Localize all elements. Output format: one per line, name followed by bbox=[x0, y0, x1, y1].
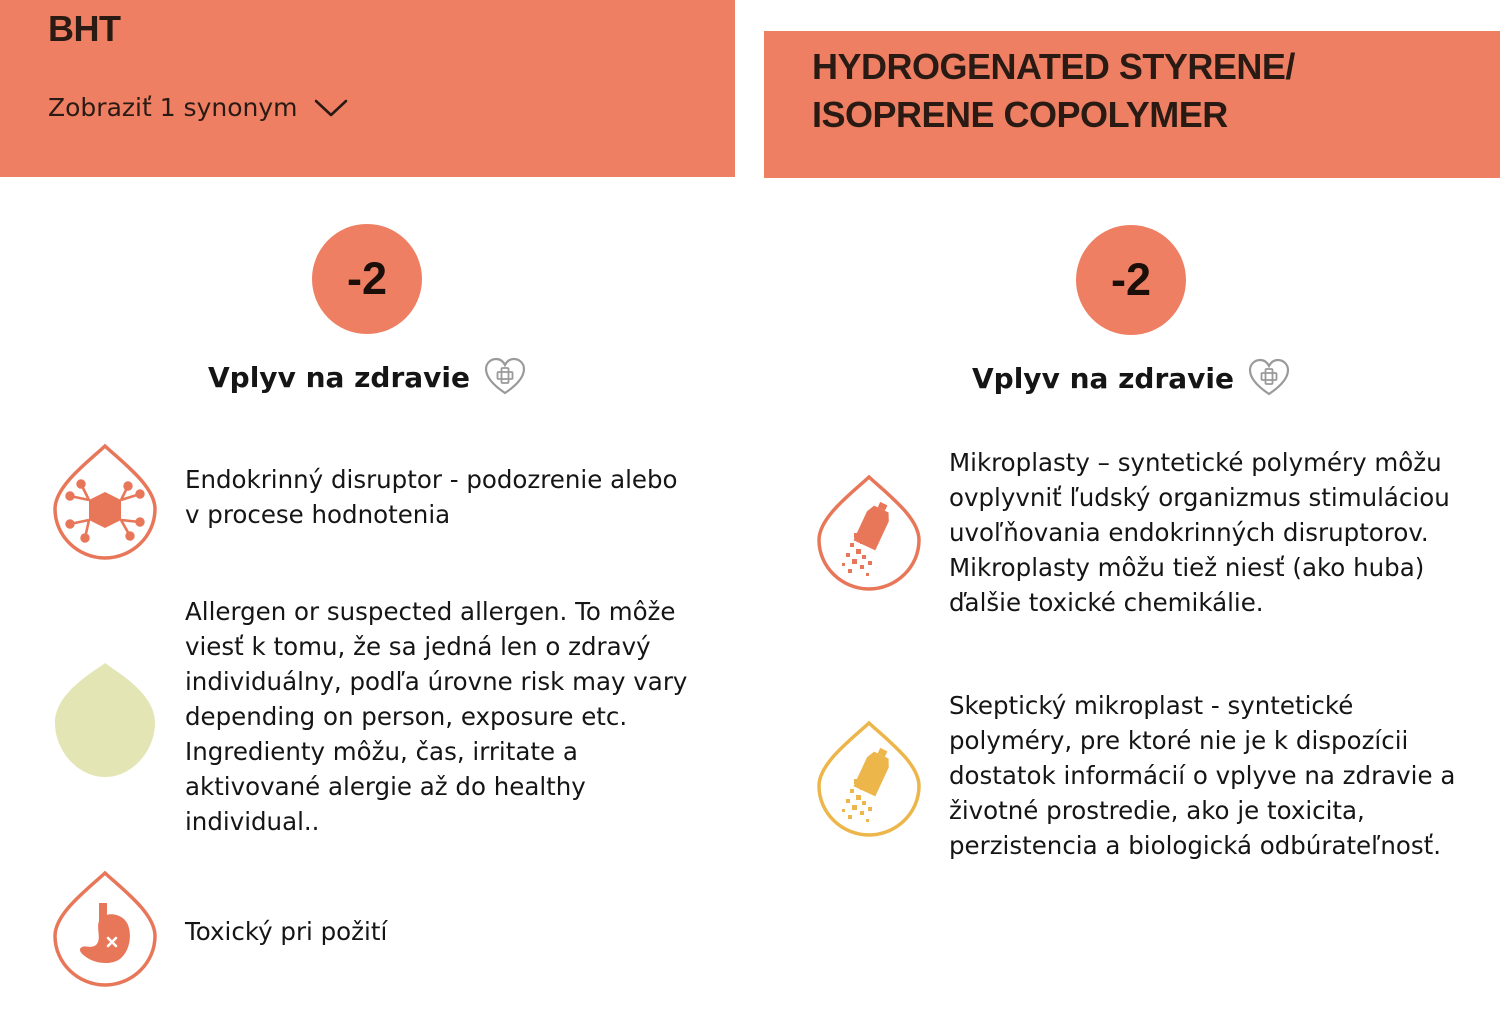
hazard-item bbox=[816, 688, 1459, 863]
health-impact-label: Vplyv na zdravie bbox=[972, 361, 1235, 395]
hazard-text: Toxický pri požití bbox=[185, 916, 388, 946]
ingredient-name bbox=[812, 43, 1295, 139]
ingredient-name-line-2: ISOPRENE COPOLYMER bbox=[812, 94, 1228, 135]
sceptical-microplastic-icon bbox=[816, 719, 922, 839]
health-impact-label: Vplyv na zdravie bbox=[208, 360, 471, 394]
show-synonyms-label: Zobraziť 1 synonym bbox=[48, 93, 298, 122]
health-heart-icon[interactable] bbox=[484, 357, 526, 397]
ingredient-name-line-1: HYDROGENATED STYRENE/ bbox=[812, 46, 1295, 87]
hazard-text: Mikroplasty – syntetické polyméry môžu ovplyvniť ľudský organizmus stimuláciou uvoľňovania endokrinných disruptorov. Mikroplasty môžu tiež niesť (ako huba) ďalšie toxické chemikálie. bbox=[949, 448, 1450, 617]
show-synonyms-button[interactable] bbox=[48, 93, 348, 122]
hazard-item bbox=[52, 594, 695, 839]
hazard-item bbox=[52, 442, 685, 562]
hazard-text: Skeptický mikroplast - syntetické polyméry, pre ktoré nie je k dispozícii dostatok informácií o vplyve na zdravie a životné prostredie, ako je toxicita, perzistencia a biologická odbúrateľnosť. bbox=[949, 691, 1456, 860]
ingredient-header bbox=[0, 0, 735, 177]
ingredient-header bbox=[764, 31, 1500, 178]
health-impact-heading bbox=[208, 357, 526, 397]
hazard-item bbox=[52, 869, 685, 989]
ingredient-card-hydrogenated-styrene bbox=[764, 0, 1500, 1014]
hazard-text: Allergen or suspected allergen. To môže viesť k tomu, že sa jedná len o zdravý individuálny, podľa úrovne risk may vary depending on person, exposure etc. Ingredienty môžu, čas, irritate a aktivované alergie až do healthy individual.. bbox=[185, 597, 688, 836]
hazard-item bbox=[816, 445, 1469, 620]
health-impact-heading bbox=[972, 358, 1290, 398]
ingredient-name: BHT bbox=[48, 8, 121, 49]
health-heart-icon[interactable] bbox=[1248, 358, 1290, 398]
endocrine-disruptor-icon bbox=[52, 442, 158, 562]
toxic-ingestion-icon bbox=[52, 869, 158, 989]
hazard-text: Endokrinný disruptor - podozrenie alebo v procese hodnotenia bbox=[185, 465, 678, 529]
chevron-down-icon bbox=[314, 98, 348, 118]
score-badge: -2 bbox=[1076, 225, 1186, 335]
score-badge: -2 bbox=[312, 224, 422, 334]
allergen-drop-icon bbox=[52, 659, 158, 779]
microplastic-icon bbox=[816, 473, 922, 593]
ingredient-card-bht bbox=[0, 0, 735, 1014]
